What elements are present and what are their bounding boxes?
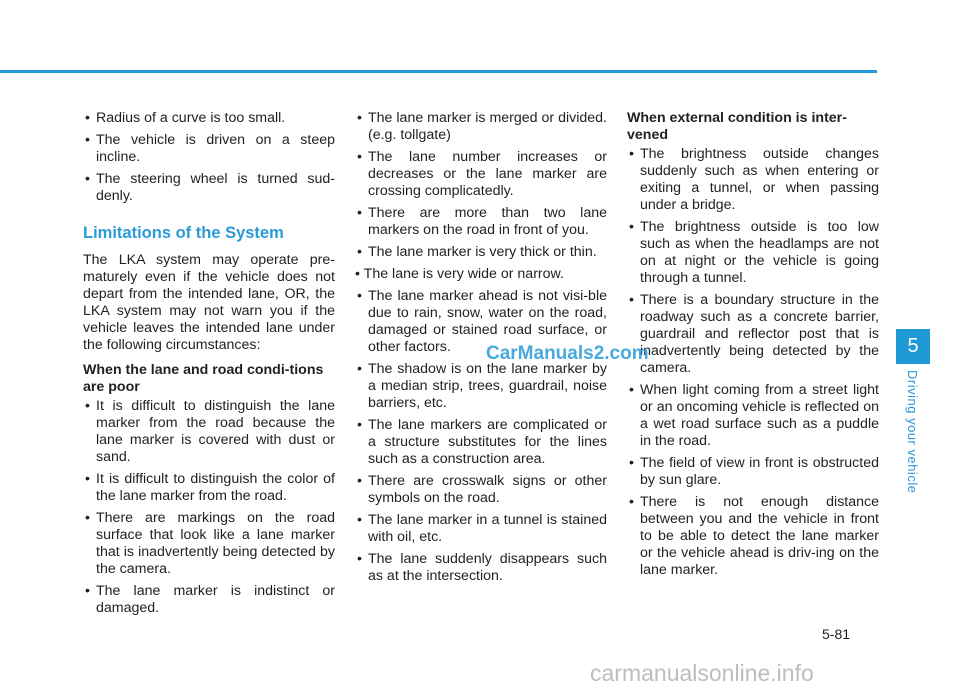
- list-item: • The lane suddenly disappears such as at the intersection.: [355, 551, 607, 585]
- list-item: • The brightness outside is too low such as when the headlamps are not on at night or the vehicle is going through a tunnel.: [627, 219, 879, 287]
- list-item: • The steering wheel is turned sud-denly.: [83, 171, 335, 205]
- list-item: • When light coming from a street light or an oncoming vehicle is reflected on a wet road surface such as a puddle in the road.: [627, 382, 879, 450]
- list-item: • The field of view in front is obstructed by sun glare.: [627, 455, 879, 489]
- page-number: 5-81: [822, 626, 851, 642]
- list-item: • The shadow is on the lane marker by a median strip, trees, guardrail, noise barriers, etc.: [355, 361, 607, 412]
- list-item: • It is difficult to distinguish the color of the lane marker from the road.: [83, 471, 335, 505]
- list-item: • The lane is very wide or narrow.: [355, 266, 564, 282]
- chapter-title: Driving your vehicle: [905, 370, 920, 494]
- chapter-number-tab: 5: [896, 329, 930, 364]
- list-item: • The vehicle is driven on a steep incline.: [83, 132, 335, 166]
- section-heading: Limitations of the System: [83, 224, 284, 242]
- list-item: • There are more than two lane markers on the road in front of you.: [355, 205, 607, 239]
- list-item: • Radius of a curve is too small.: [83, 110, 335, 127]
- subheading-external-condition: When external condition is inter-vened: [627, 110, 847, 143]
- list-item: • The lane marker in a tunnel is stained with oil, etc.: [355, 512, 607, 546]
- list-item: • The lane number increases or decreases or the lane marker are crossing complicatedly.: [355, 149, 607, 200]
- list-item: • There are crosswalk signs or other symbols on the road.: [355, 473, 607, 507]
- intro-bullet-list: [83, 110, 335, 205]
- list-item: • There are markings on the road surface that look like a lane marker that is inadvertently being detected by the camera.: [83, 510, 335, 578]
- list-item: • The lane markers are complicated or a structure substitutes for the lines such as a construction area.: [355, 417, 607, 468]
- list-item: • There is not enough distance between you and the vehicle in front to be able to detect the lane marker or the vehicle ahead is driv-ing on the lane marker.: [627, 494, 879, 579]
- list-item: • There is a boundary structure in the roadway such as a concrete barrier, guardrail and reflector post that is inadvertently being detected by the camera.: [627, 292, 879, 377]
- watermark-overlay: CarManuals2.com: [486, 343, 649, 364]
- conditions-list: [83, 398, 335, 617]
- chapter-title-vertical: [896, 370, 930, 500]
- section-paragraph: The LKA system may operate pre-maturely even if the vehicle does not depart from the intended lane, OR, the LKA system may not warn you if the vehicle leaves the intended lane under the following circumstances:: [83, 252, 335, 353]
- column-1: [83, 110, 335, 622]
- list-item: • The lane marker is indistinct or damaged.: [83, 583, 335, 617]
- watermark-bottom: carmanualsonline.info: [590, 660, 814, 686]
- list-item: • It is difficult to distinguish the lane marker from the road because the lane marker is covered with dust or sand.: [83, 398, 335, 466]
- header-rule: [0, 70, 877, 73]
- list-item: • The brightness outside changes suddenly such as when entering or exiting a tunnel, or when passing under a bridge.: [627, 146, 879, 214]
- list-item: • The lane marker is very thick or thin.: [355, 244, 607, 261]
- column-3: [627, 110, 879, 584]
- external-conditions-list: [627, 146, 879, 579]
- list-item: • The lane marker ahead is not visi-ble due to rain, snow, water on the road, damaged or stained road surface, or other factors.: [355, 288, 607, 356]
- list-item: • The lane marker is merged or divided. (e.g. tollgate): [355, 110, 607, 144]
- subheading-lane-conditions: When the lane and road condi-tions are poor: [83, 362, 324, 395]
